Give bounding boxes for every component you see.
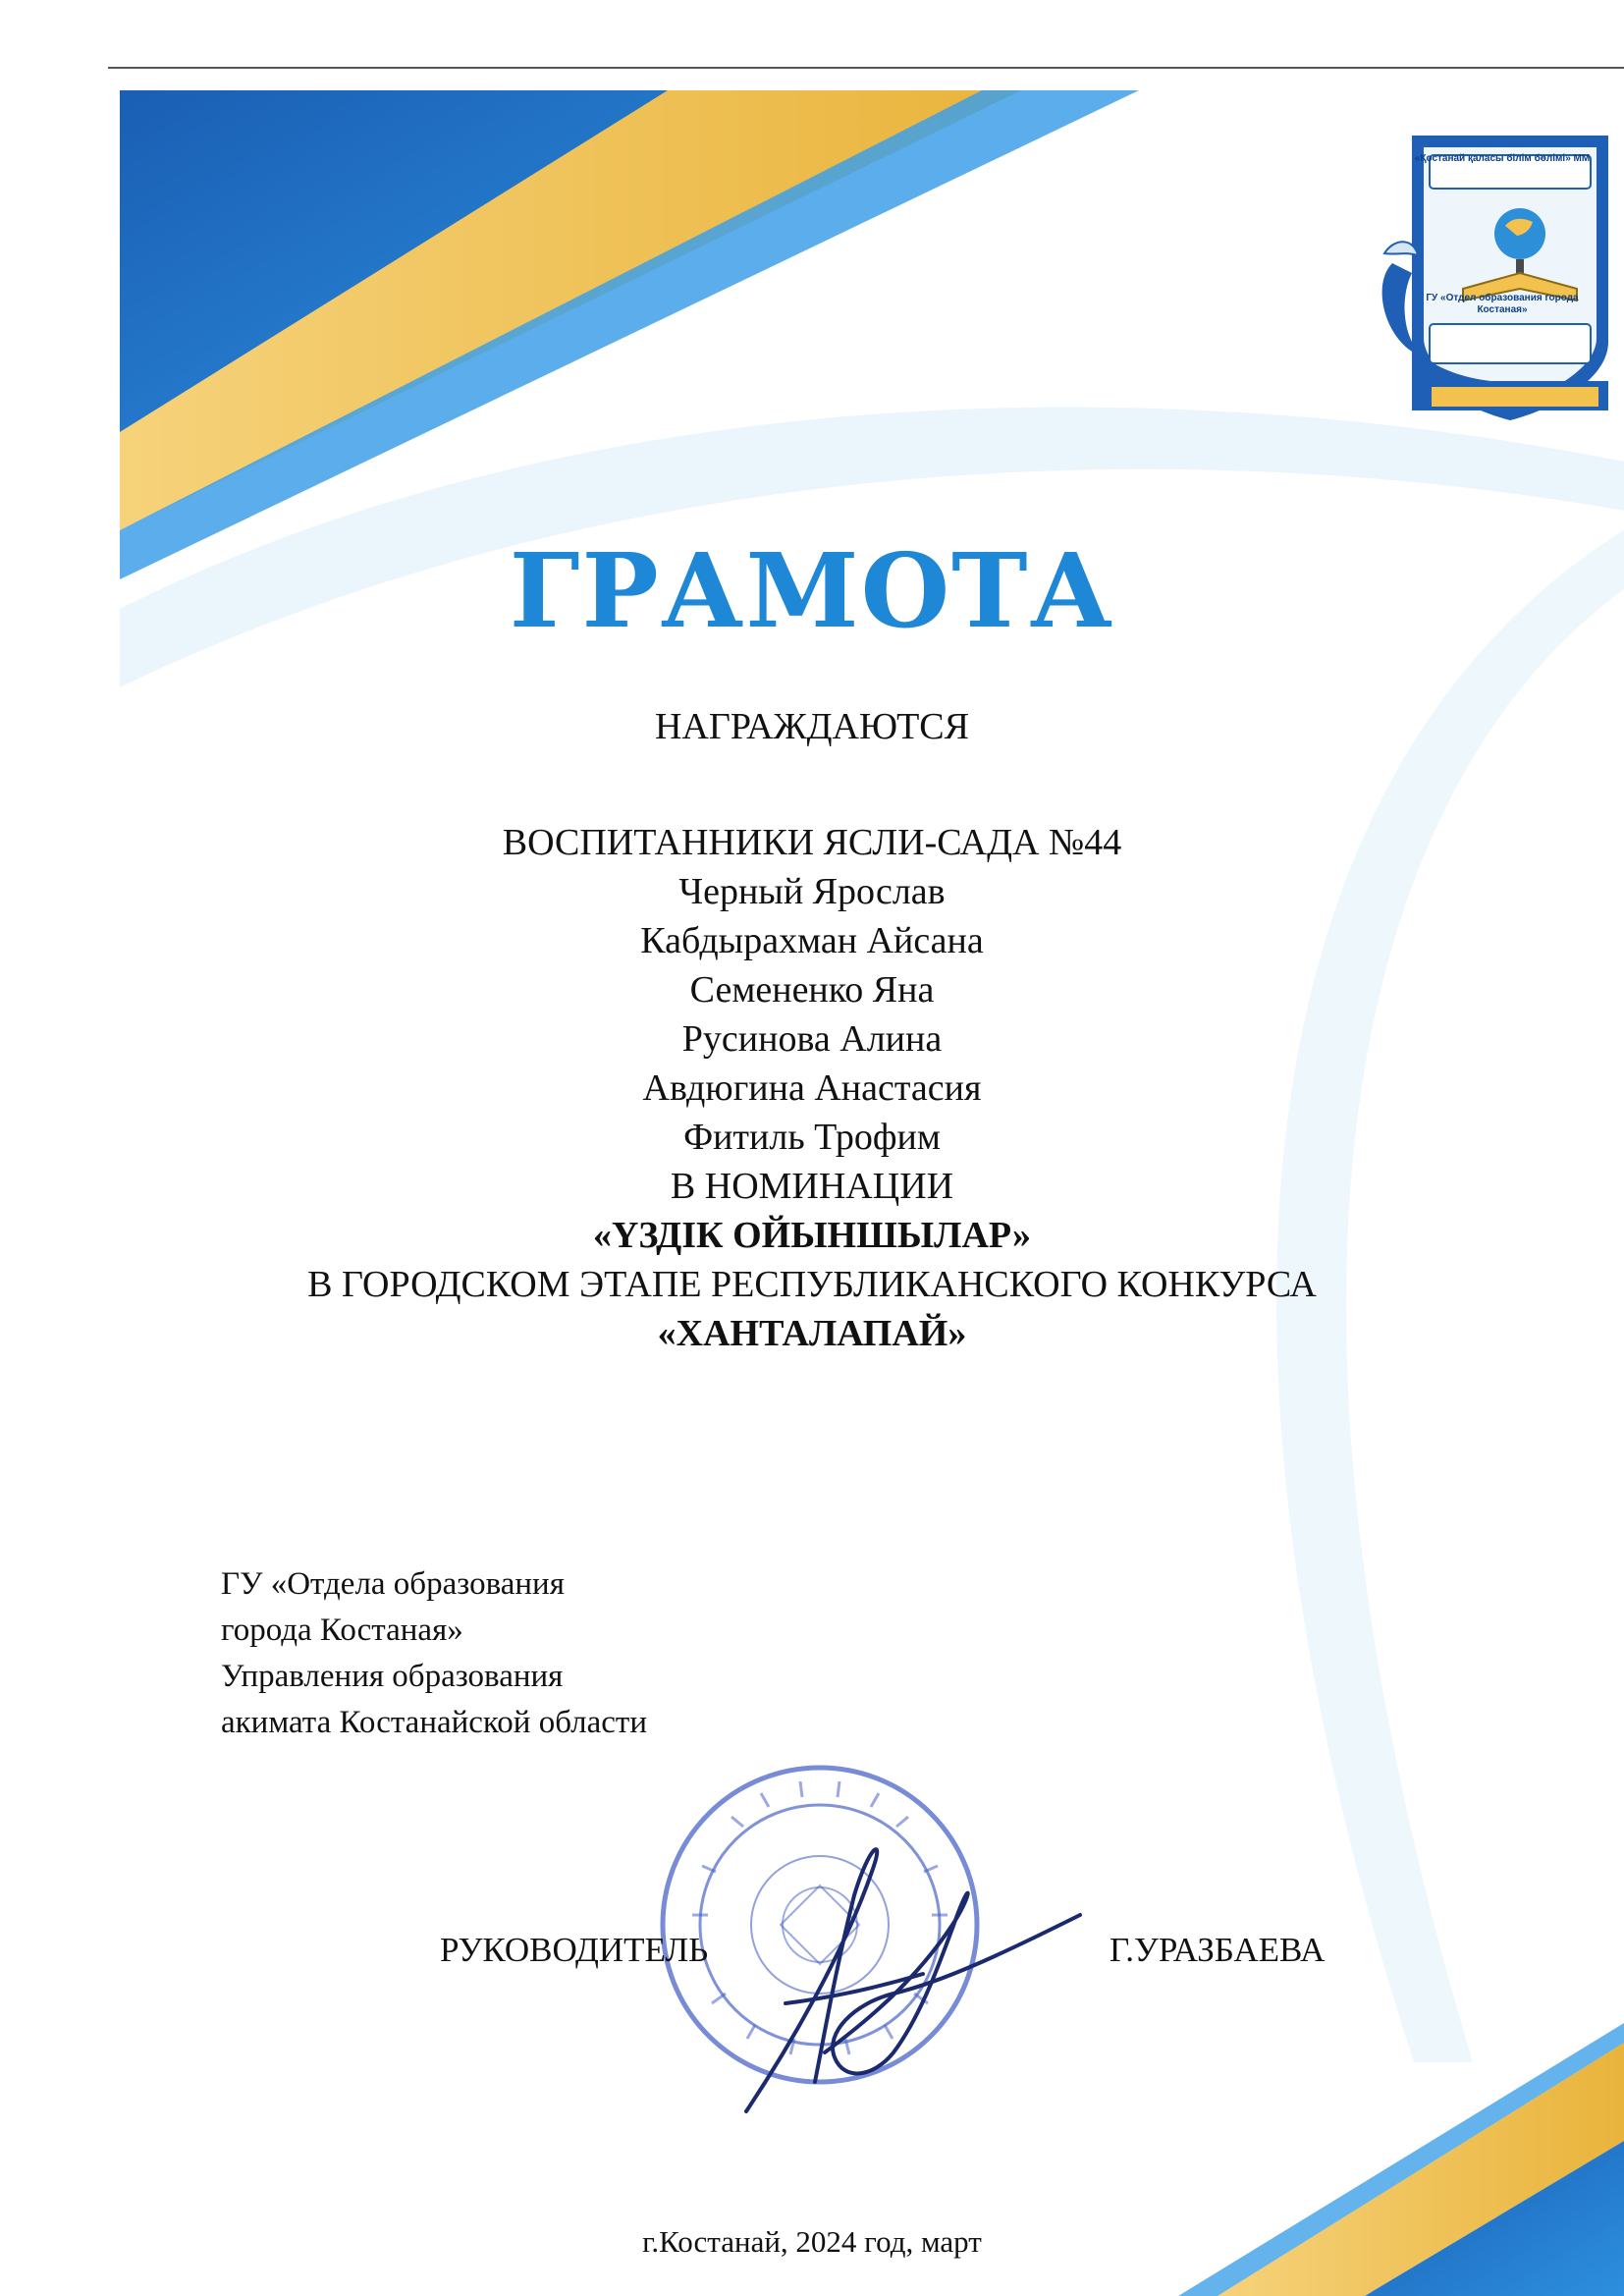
emblem-top-text: «Қостанай қаласы білім бөлімі» ММ bbox=[1414, 153, 1591, 164]
organization-line: Управления образования bbox=[221, 1659, 564, 1694]
organization-line: ГУ «Отдела образования bbox=[221, 1566, 565, 1602]
contest-name: «ХАНТАЛАПАЙ» bbox=[657, 1313, 967, 1354]
signatory-role: РУКОВОДИТЕЛЬ bbox=[440, 1931, 709, 1969]
award-details bbox=[216, 818, 1408, 1358]
recipient-name: Кабдырахман Айсана bbox=[640, 920, 984, 961]
certificate-title: ГРАМОТА bbox=[509, 530, 1115, 651]
organization-line: акимата Костанайской области bbox=[221, 1705, 648, 1740]
recipient-name: Черный Ярослав bbox=[678, 871, 946, 912]
signatory-name: Г.УРАЗБАЕВА bbox=[1110, 1931, 1326, 1969]
recipient-name: Авдюгина Анастасия bbox=[642, 1067, 982, 1109]
recipients-group: ВОСПИТАННИКИ ЯСЛИ-САДА №44 bbox=[502, 822, 1122, 863]
nomination-label: В НОМИНАЦИИ bbox=[670, 1166, 954, 1207]
handwritten-signature bbox=[727, 1807, 1100, 2131]
place-and-date: г.Костанай, 2024 год, март bbox=[642, 2224, 982, 2259]
recipient-name: Русинова Алина bbox=[681, 1018, 943, 1060]
recipient-name: Фитиль Трофим bbox=[683, 1117, 941, 1158]
emblem-bottom-text: ГУ «Отдел образования города Костаная» bbox=[1426, 293, 1579, 315]
recipient-name: Семененко Яна bbox=[689, 969, 935, 1011]
issuing-organization bbox=[221, 1561, 647, 1746]
awarded-heading: НАГРАЖДАЮТСЯ bbox=[655, 706, 969, 747]
nomination-name: «ҮЗДІК ОЙЫНШЫЛАР» bbox=[592, 1215, 1032, 1256]
organization-line: города Костаная» bbox=[221, 1613, 463, 1648]
contest-description: В ГОРОДСКОМ ЭТАПЕ РЕСПУБЛИКАНСКОГО КОНКУРСА bbox=[307, 1264, 1317, 1305]
